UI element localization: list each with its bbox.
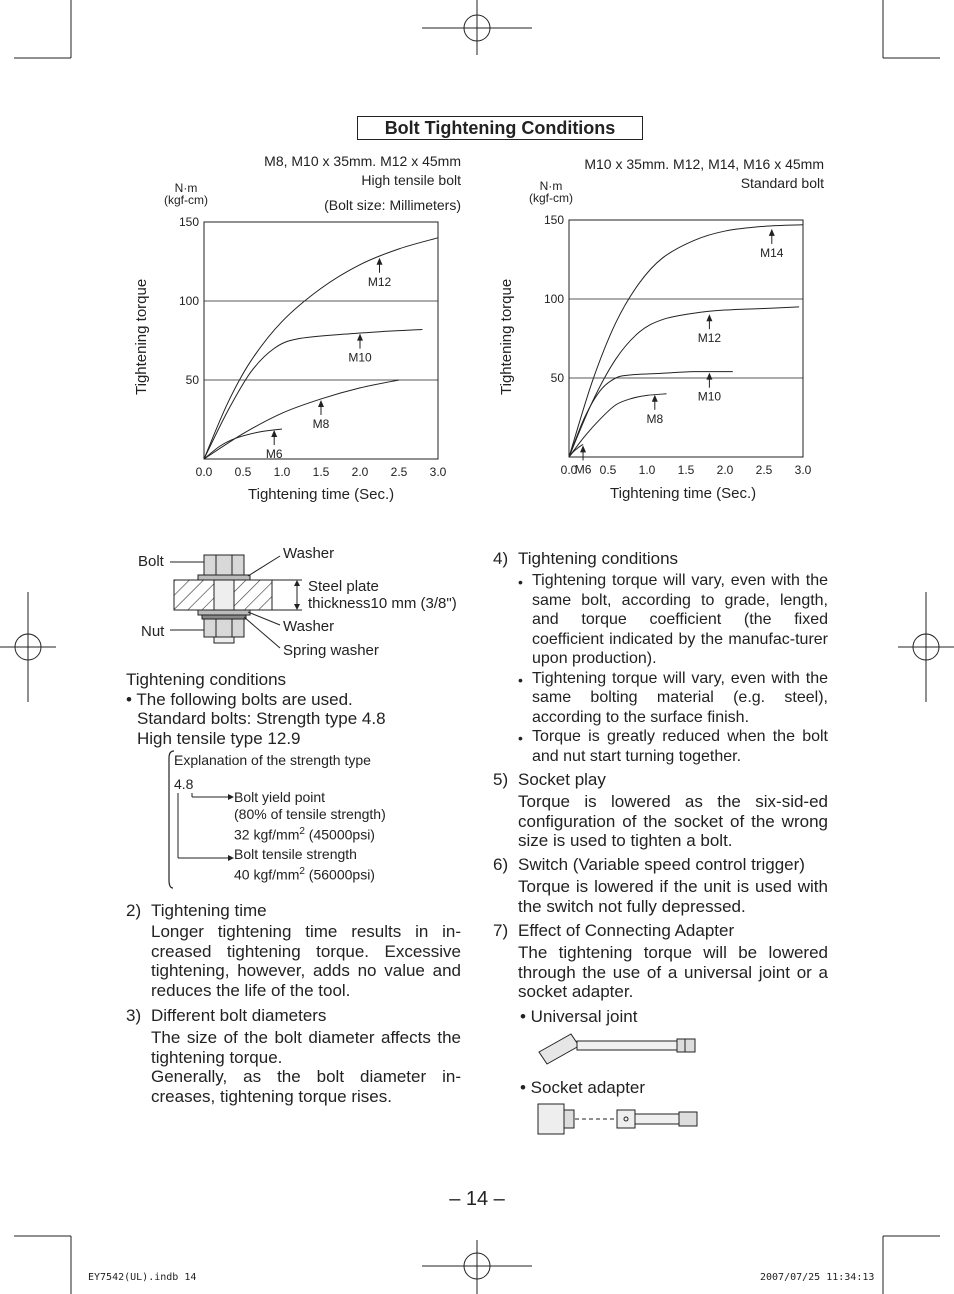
series-label-m8: M8 bbox=[646, 411, 664, 426]
section-4-bullet-2: • Tightening torque will vary, even with the same bolting material (e.g. steel), according to the surface finish. bbox=[518, 669, 828, 728]
section-4-bullets bbox=[518, 571, 828, 766]
footer-file: EY7542(UL).indb 14 bbox=[88, 1272, 197, 1283]
high-tensile-line: High tensile type 12.9 bbox=[137, 728, 301, 748]
chart-right bbox=[535, 210, 835, 482]
tightening-conditions-heading: Tightening conditions bbox=[126, 670, 287, 689]
section-7-body: The tightening torque will be lowered through the use of a universal joint or a socket adapter. bbox=[518, 943, 828, 1001]
series-label-m10: M10 bbox=[348, 350, 372, 365]
footer-timestamp: 2007/07/25 11:34:13 bbox=[760, 1272, 875, 1283]
standard-bolts-line: Standard bolts: Strength type 4.8 bbox=[137, 709, 386, 728]
ytick-label-100: 100 bbox=[543, 292, 564, 306]
series-arrowhead-m6 bbox=[580, 445, 586, 452]
series-arrowhead-m10 bbox=[357, 334, 363, 341]
strength-explanation-brackets bbox=[160, 748, 240, 893]
xtick-label-1.0: 1.0 bbox=[273, 465, 291, 479]
xtick-label-3.0: 3.0 bbox=[429, 465, 447, 479]
xtick-label-0.5: 0.5 bbox=[234, 465, 252, 479]
label-washer-bottom: Washer bbox=[283, 618, 335, 635]
series-label-m8: M8 bbox=[312, 416, 330, 431]
series-arrowhead-m8 bbox=[652, 395, 658, 402]
section-2-number: 2) bbox=[126, 901, 142, 920]
chart-right-yunit-kgf: (kgf-cm) bbox=[529, 191, 573, 205]
chart-right-yunit bbox=[521, 180, 581, 204]
page-title: Bolt Tightening Conditions bbox=[357, 116, 643, 140]
tensile-line-1: Bolt tensile strength bbox=[234, 846, 357, 862]
tensile-value: 40 kgf/mm bbox=[234, 866, 300, 883]
tensile-line-2 bbox=[234, 863, 375, 884]
chart-left-xlabel: Tightening time (Sec.) bbox=[248, 486, 395, 503]
series-label-m6: M6 bbox=[265, 446, 283, 461]
chart-left-note: (Bolt size: Millimeters) bbox=[324, 197, 461, 213]
xtick-label-2.5: 2.5 bbox=[755, 463, 773, 477]
series-arrowhead-m10 bbox=[706, 373, 712, 380]
xtick-label-0.0: 0.0 bbox=[195, 465, 213, 479]
tightening-conditions-block bbox=[126, 670, 466, 748]
chart-right-yunit-nm: N·m bbox=[539, 179, 563, 193]
section-4-number: 4) bbox=[493, 549, 509, 568]
series-arrowhead-m6 bbox=[271, 430, 277, 437]
xtick-label-1.5: 1.5 bbox=[677, 463, 695, 477]
chart-left bbox=[170, 212, 470, 484]
ytick-label-150: 150 bbox=[543, 213, 564, 227]
series-arrowhead-m12 bbox=[706, 314, 712, 321]
series-label-m10: M10 bbox=[697, 389, 722, 404]
yield-line-1: Bolt yield point bbox=[234, 789, 326, 805]
xtick-label-2.0: 2.0 bbox=[716, 463, 734, 477]
xtick-label-1.0: 1.0 bbox=[638, 463, 656, 477]
yield-line-3 bbox=[234, 823, 386, 844]
xtick-label-0.0: 0.0 bbox=[560, 463, 578, 477]
xtick-label-1.5: 1.5 bbox=[312, 465, 330, 479]
chart-right-xlabel: Tightening time (Sec.) bbox=[610, 485, 757, 502]
chart-left-ylabel: Tightening torque bbox=[133, 278, 150, 395]
chart-right-ylabel: Tightening torque bbox=[498, 278, 515, 395]
xtick-label-3.0: 3.0 bbox=[794, 463, 812, 477]
section-4-bullet-1: • Tightening torque will vary, even with the same bolt, according to grade, length, and torque coefficient (the fixed coefficient indicated by the manufac-turer upon production). bbox=[518, 571, 828, 669]
section-7-title: Effect of Connecting Adapter bbox=[518, 921, 735, 940]
universal-joint-label: • Universal joint bbox=[520, 1007, 638, 1026]
section-3-title: Different bolt diameters bbox=[151, 1006, 327, 1025]
section-2-body: Longer tightening time results in in-creased tightening torque. Excessive tightening, however, adds no value and reduces the life of the tool. bbox=[151, 922, 461, 1000]
ytick-label-100: 100 bbox=[178, 294, 199, 308]
series-line-m12 bbox=[569, 307, 799, 457]
bolt-tensile-strength bbox=[234, 846, 375, 884]
section-7-number: 7) bbox=[493, 921, 509, 940]
section-2-title: Tightening time bbox=[151, 901, 267, 920]
chart-left-header-line1: M8, M10 x 35mm. M12 x 45mm bbox=[264, 153, 461, 169]
xtick-label-2.0: 2.0 bbox=[351, 465, 369, 479]
strength-explanation-title: Explanation of the strength type bbox=[174, 752, 371, 768]
tensile-sup: 2 bbox=[299, 866, 305, 877]
bolt-yield-point bbox=[234, 789, 386, 844]
yield-sup: 2 bbox=[299, 826, 305, 837]
bolts-used-bullet: • The following bolts are used. bbox=[126, 689, 353, 709]
yield-value: 32 kgf/mm bbox=[234, 826, 300, 843]
series-label-m6: M6 bbox=[574, 462, 592, 477]
chart-right-header-line1: M10 x 35mm. M12, M14, M16 x 45mm bbox=[584, 156, 824, 172]
section-6-body: Torque is lowered if the unit is used with the switch not fully depressed. bbox=[518, 877, 828, 916]
ytick-label-50: 50 bbox=[550, 371, 564, 385]
xtick-label-2.5: 2.5 bbox=[390, 465, 408, 479]
section-4-title: Tightening conditions bbox=[518, 549, 679, 568]
strength-code: 4.8 bbox=[174, 776, 194, 792]
ytick-label-150: 150 bbox=[178, 215, 199, 229]
label-nut: Nut bbox=[141, 623, 165, 640]
section-6-number: 6) bbox=[493, 855, 509, 874]
chart-left-yunit bbox=[156, 182, 216, 206]
series-line-m10 bbox=[204, 329, 422, 459]
section-3-number: 3) bbox=[126, 1006, 142, 1025]
series-arrowhead-m12 bbox=[377, 258, 383, 265]
series-label-m12: M12 bbox=[697, 331, 722, 346]
universal-joint-illustration bbox=[535, 1028, 705, 1070]
section-5-body: Torque is lowered as the six-sid-ed configuration of the socket of the wrong size is used to tighten a bolt. bbox=[518, 792, 828, 850]
socket-adapter-illustration bbox=[535, 1100, 705, 1140]
series-arrowhead-m14 bbox=[769, 229, 775, 236]
chart-right-header bbox=[540, 155, 824, 193]
ytick-label-50: 50 bbox=[185, 373, 199, 387]
label-spring-washer: Spring washer bbox=[283, 642, 379, 659]
section-4-bullet-3: • Torque is greatly reduced when the bolt and nut start turning together. bbox=[518, 727, 828, 766]
section-3-body-2: Generally, as the bolt diameter in-creases, tightening torque rises. bbox=[151, 1067, 461, 1106]
series-label-m12: M12 bbox=[367, 274, 392, 289]
label-washer-top: Washer bbox=[283, 545, 335, 562]
tensile-psi: (56000psi) bbox=[304, 866, 375, 883]
yield-psi: (45000psi) bbox=[304, 826, 375, 843]
socket-adapter-label: • Socket adapter bbox=[520, 1078, 646, 1097]
chart-left-yunit-kgf: (kgf-cm) bbox=[164, 193, 208, 207]
page-number: – 14 – bbox=[449, 1188, 505, 1210]
section-5-title: Socket play bbox=[518, 770, 606, 789]
chart-left-yunit-nm: N·m bbox=[174, 181, 198, 195]
label-steel-plate: Steel plate bbox=[308, 578, 379, 595]
label-thickness: thickness10 mm (3/8") bbox=[308, 595, 457, 612]
series-arrowhead-m8 bbox=[318, 400, 324, 407]
chart-left-header-line2: High tensile bolt bbox=[361, 172, 461, 188]
section-3-body-1: The size of the bolt diameter affects the tightening torque. bbox=[151, 1028, 461, 1067]
section-5-number: 5) bbox=[493, 770, 509, 789]
series-label-m14: M14 bbox=[760, 245, 784, 260]
chart-right-header-line2: Standard bolt bbox=[740, 175, 824, 191]
section-6-title: Switch (Variable speed control trigger) bbox=[518, 855, 805, 874]
yield-line-2: (80% of tensile strength) bbox=[234, 806, 386, 822]
chart-left-header bbox=[200, 152, 461, 190]
label-bolt: Bolt bbox=[138, 553, 164, 570]
xtick-label-0.5: 0.5 bbox=[599, 463, 617, 477]
